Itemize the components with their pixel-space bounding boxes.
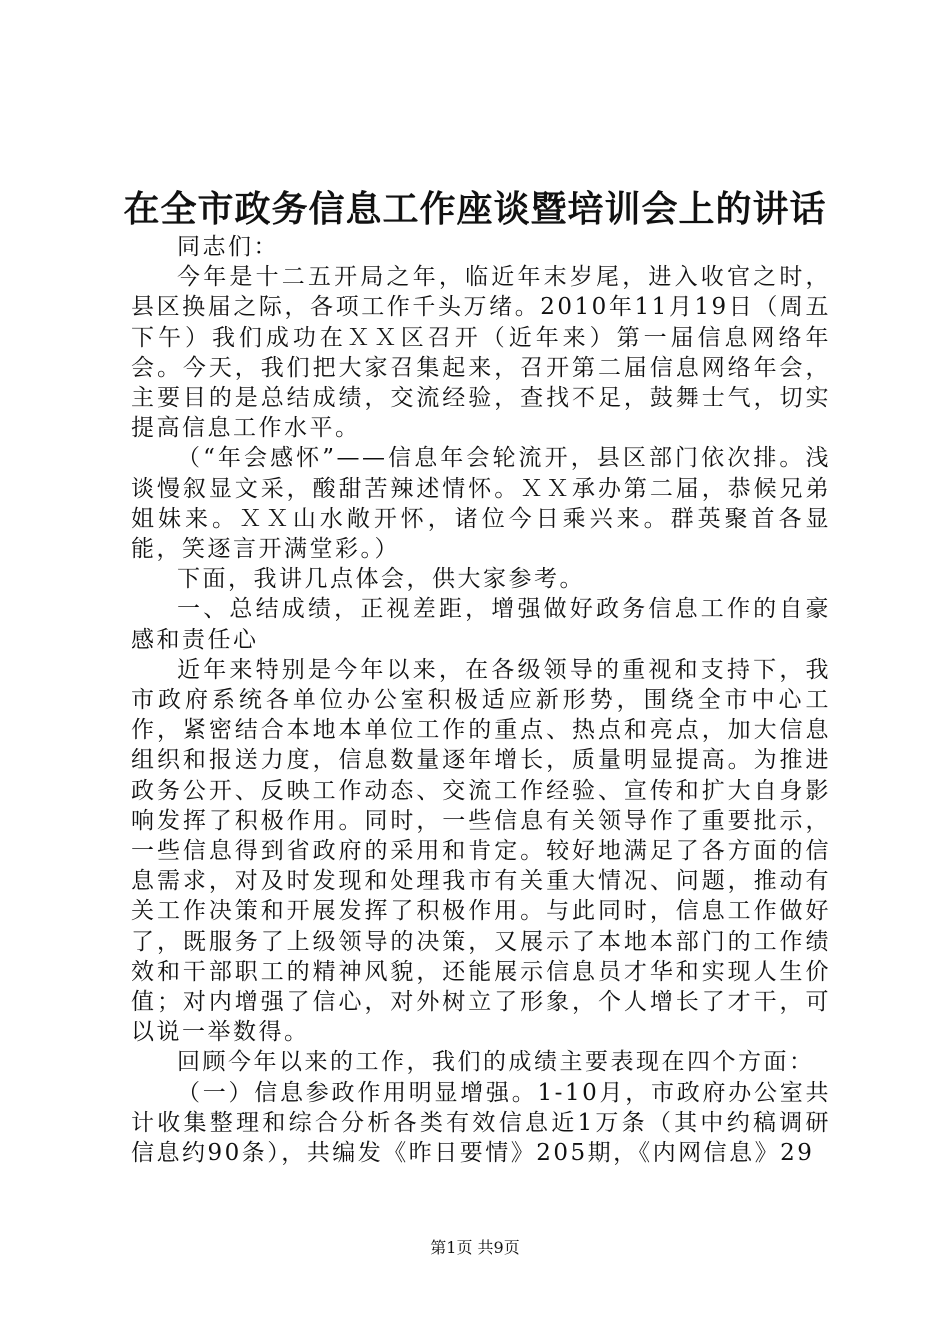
section-heading-one: 一、总结成绩，正视差距，增强做好政务信息工作的自豪感和责任心 xyxy=(131,596,831,653)
body-paragraph-review: 回顾今年以来的工作，我们的成绩主要表现在四个方面： xyxy=(177,1049,815,1076)
document-title: 在全市政务信息工作座谈暨培训会上的讲话 xyxy=(123,188,827,230)
body-paragraph-achievements: 近年来特别是今年以来，在各级领导的重视和支持下，我市政府系统各单位办公室积极适应新形势，围绕全市中心工作，紧密结合本地本单位工作的重点、热点和亮点，加大信息组织和报送力度，信息数量逐年增长，质量明显提高。为推进政务公开、反映工作动态、交流工作经验、宣传和扩大自身影响发挥了积极作用。同时，一些信息有关领导作了重要批示，一些信息得到省政府的采用和肯定。较好地满足了各方面的信息需求，对及时发现和处理我市有关重大情况、问题，推动有关工作决策和开展发挥了积极作用。与此同时，信息工作做好了，既服务了上级领导的决策，又展示了本地本部门的工作绩效和干部职工的精神风貌，还能展示信息员才华和实现人生价值；对内增强了信心，对外树立了形象，个人增长了才干，可以说一举数得。 xyxy=(131,656,831,1046)
body-paragraph-transition: 下面，我讲几点体会，供大家参考。 xyxy=(177,566,585,593)
page-number-footer: 第1页 共9页 xyxy=(430,1238,520,1257)
salutation-paragraph: 同志们： xyxy=(177,234,279,260)
body-paragraph-poem: （“年会感怀”——信息年会轮流开，县区部门依次排。浅谈慢叙显文采，酸甜苦辣述情怀。ＸＸ承办第二届，恭候兄弟姐妹来。ＸＸ山水敞开怀，诸位今日乘兴来。群英聚首各显能，笑逐言开满堂彩。） xyxy=(131,445,831,563)
body-paragraph-item-one: （一）信息参政作用明显增强。1-10月，市政府办公室共计收集整理和综合分析各类有效信息近1万条（其中约稿调研信息约90条），共编发《昨日要情》205期，《内网信息》29 xyxy=(131,1079,831,1167)
body-paragraph-intro: 今年是十二五开局之年，临近年末岁尾，进入收官之时，县区换届之际，各项工作千头万绪。2010年11月19日（周五下午）我们成功在ＸＸ区召开（近年来）第一届信息网络年会。今天，我们把大家召集起来，召开第二届信息网络年会，主要目的是总结成绩，交流经验，查找不足，鼓舞士气，切实提高信息工作水平。 xyxy=(131,264,831,442)
document-body xyxy=(131,232,831,1168)
